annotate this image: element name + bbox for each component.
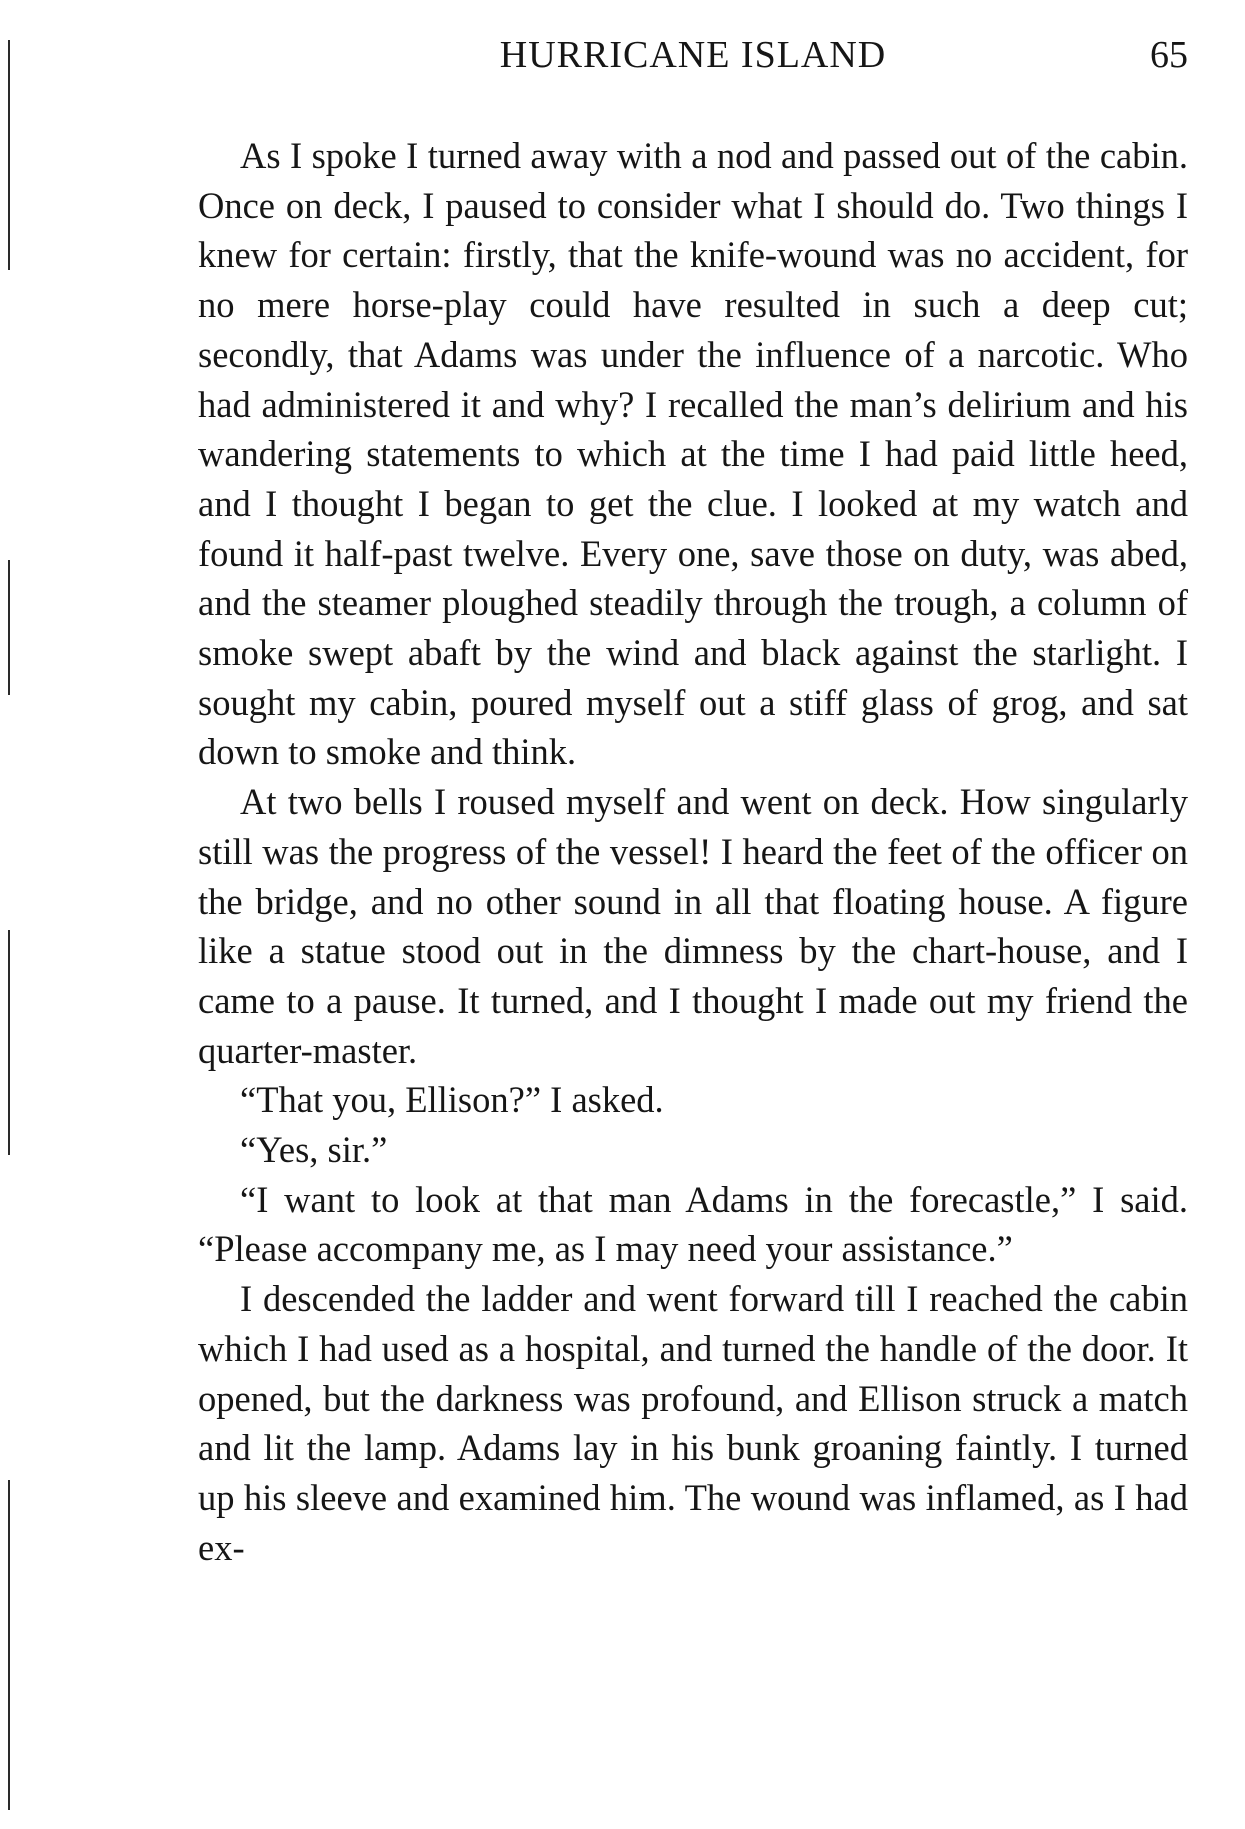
binding-edge-mark xyxy=(8,40,10,270)
paragraph: As I spoke I turned away with a nod and passed out of the cabin. Once on deck, I paused to consider what I should do. Two things I knew for certain: firstly, that the knife-wound was no accident, for no mere horse-play could have resulted in such a deep cut; secondly, that Adams was under the influence of a narcotic. Who had administered it and why? I recalled the man’s delirium and his wandering statements to which at the time I had paid little heed, and I thought I began to get the clue. I looked at my watch and found it half-past twelve. Every one, save those on duty, was abed, and the steamer ploughed steadily through the trough, a column of smoke swept abaft by the wind and black against the starlight. I sought my cabin, poured myself out a stiff glass of grog, and sat down to smoke and think. xyxy=(198,135,1188,773)
paragraph: “I want to look at that man Adams in the forecastle,” I said. “Please accompany me, as I may need your assistance.” xyxy=(198,1178,1188,1270)
page-number: 65 xyxy=(1150,34,1188,76)
binding-edge-mark xyxy=(8,930,10,1155)
paragraph: “Yes, sir.” xyxy=(240,1129,388,1171)
paragraph: “That you, Ellison?” I asked. xyxy=(240,1079,664,1121)
page-header xyxy=(198,30,1188,80)
running-title: HURRICANE ISLAND xyxy=(499,34,887,76)
binding-edge-mark xyxy=(8,560,10,695)
body-text xyxy=(198,131,1188,1572)
paragraph: At two bells I roused myself and went on deck. How singularly still was the progress of the vessel! I heard the feet of the officer on the bridge, and no other sound in all that floating house. A figure like a statue stood out in the dimness by the chart-house, and I came to a pause. It turned, and I thought I made out my friend the quarter-master. xyxy=(198,781,1188,1071)
binding-edge-mark xyxy=(8,1480,10,1810)
paragraph: I descended the ladder and went forward till I reached the cabin which I had used as a hospital, and turned the handle of the door. It opened, but the darkness was profound, and Ellison struck a match and lit the lamp. Adams lay in his bunk groaning faintly. I turned up his sleeve and examined him. The wound was inflamed, as I had ex- xyxy=(198,1278,1188,1568)
